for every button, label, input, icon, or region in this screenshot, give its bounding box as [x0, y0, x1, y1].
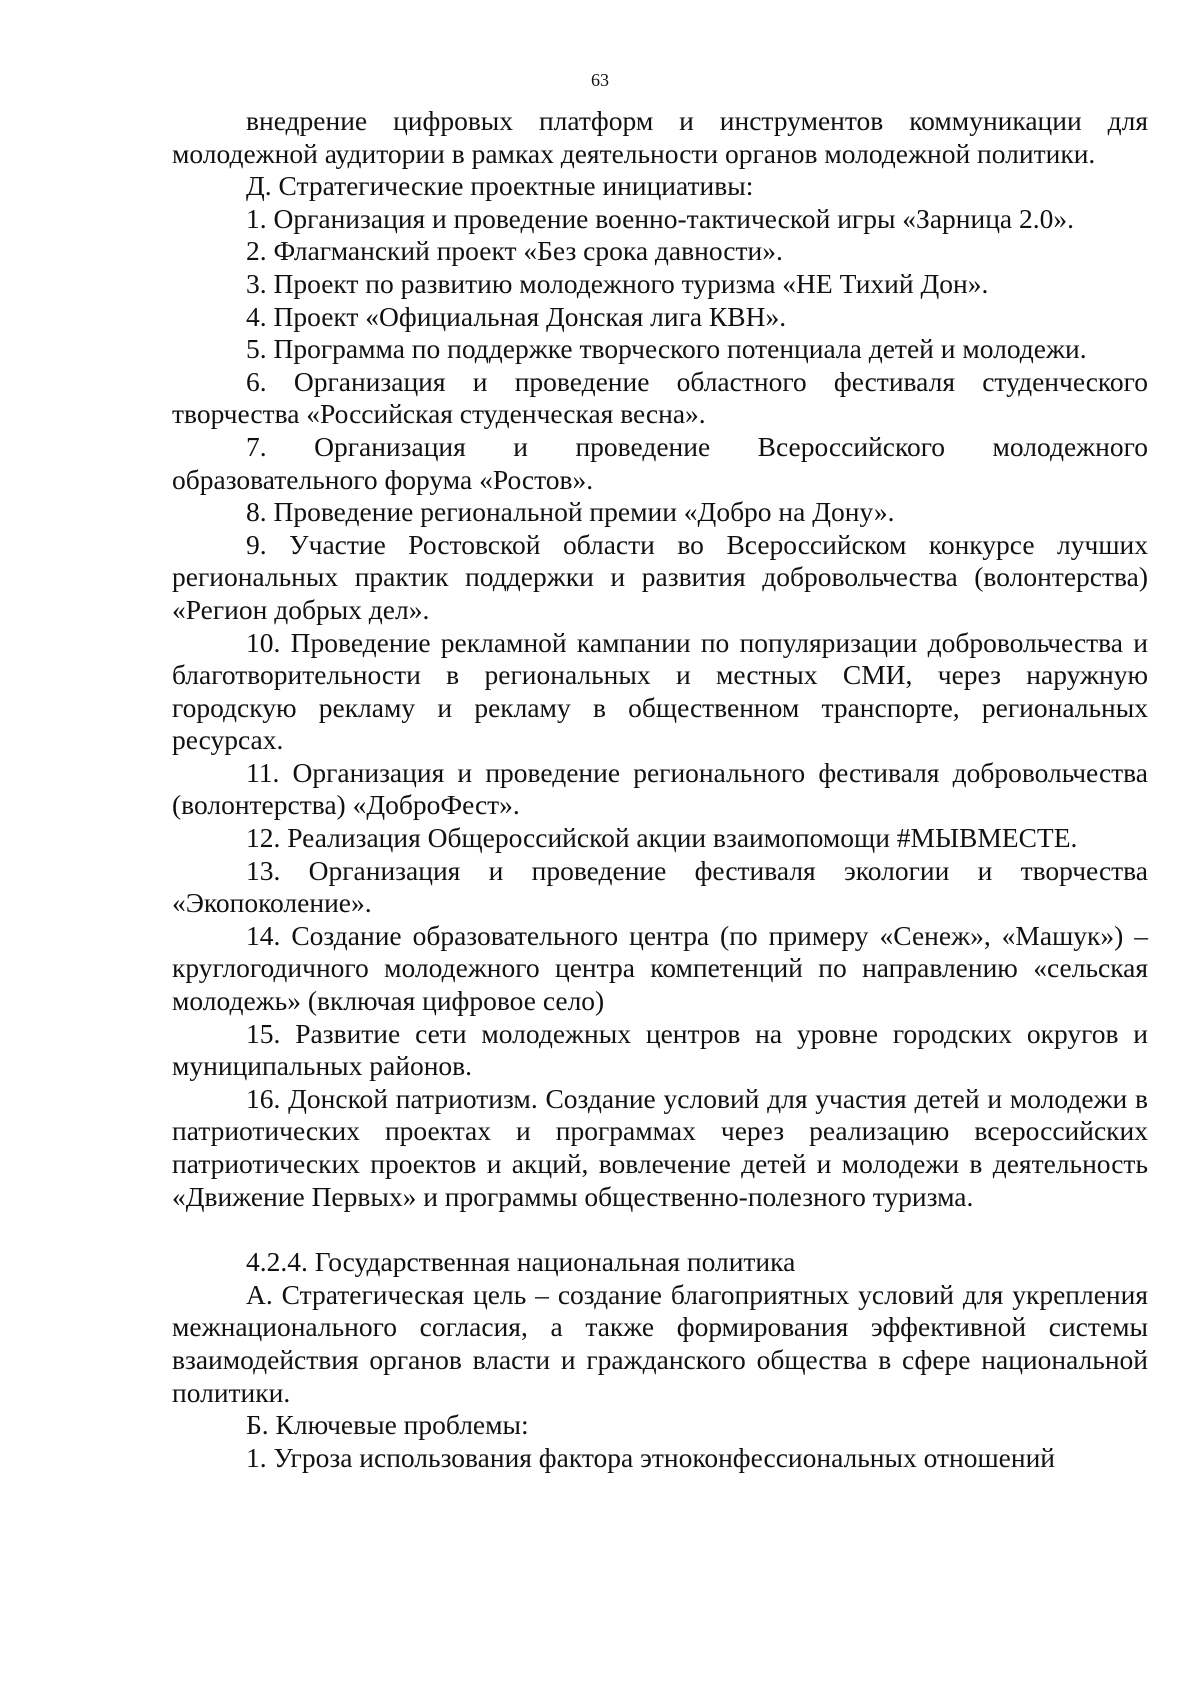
- paragraph-strategic-goal: А. Стратегическая цель – создание благоприятных условий для укрепления межнационального согласия, а также формирования эффективной системы взаимодействия органов власти и гражданского общества в сфере национальной политики.: [172, 1278, 1148, 1408]
- list-item: 10. Проведение рекламной кампании по популяризации добровольчества и благотворительности в региональных и местных СМИ, через наружную городскую рекламу и рекламу в общественном транспорте, региональных ресурсах.: [172, 626, 1148, 756]
- list-item: 3. Проект по развитию молодежного туризма «НЕ Тихий Дон».: [246, 267, 989, 299]
- heading-strategic-initiatives: Д. Стратегические проектные инициативы:: [246, 170, 754, 202]
- list-item: 1. Угроза использования фактора этноконфессиональных отношений: [246, 1441, 1056, 1473]
- list-item: 15. Развитие сети молодежных центров на уровне городских округов и муниципальных районов.: [172, 1017, 1148, 1082]
- section-heading: 4.2.4. Государственная национальная политика: [246, 1246, 796, 1278]
- list-item: 2. Флагманский проект «Без срока давности».: [246, 235, 783, 267]
- list-item: 12. Реализация Общероссийской акции взаимопомощи #МЫВМЕСТЕ.: [246, 822, 1078, 854]
- list-item: 13. Организация и проведение фестиваля экологии и творчества «Экопоколение».: [172, 854, 1148, 919]
- list-item: 7. Организация и проведение Всероссийского молодежного образовательного форума «Ростов».: [172, 430, 1148, 495]
- list-item: 4. Проект «Официальная Донская лига КВН».: [246, 300, 787, 332]
- list-item: 11. Организация и проведение регионального фестиваля добровольчества (волонтерства) «ДоброФест».: [172, 756, 1148, 821]
- paragraph-digital-platforms: внедрение цифровых платформ и инструментов коммуникации для молодежной аудитории в рамках деятельности органов молодежной политики.: [172, 105, 1148, 169]
- heading-key-problems: Б. Ключевые проблемы:: [246, 1409, 529, 1441]
- list-item: 6. Организация и проведение областного фестиваля студенческого творчества «Российская студенческая весна».: [172, 365, 1148, 430]
- list-item: 16. Донской патриотизм. Создание условий для участия детей и молодежи в патриотических проектах и программах через реализацию всероссийских патриотических проектов и акций, вовлечение детей и молодежи в деятельность «Движение Первых» и программы общественно-полезного туризма.: [172, 1082, 1148, 1212]
- list-item: 1. Организация и проведение военно-тактической игры «Зарница 2.0».: [246, 202, 1075, 234]
- list-item: 5. Программа по поддержке творческого потенциала детей и молодежи.: [246, 333, 1087, 365]
- document-body: [172, 105, 1148, 1474]
- list-item: 9. Участие Ростовской области во Всероссийском конкурсе лучших региональных практик поддержки и развития добровольчества (волонтерства) «Регион добрых дел».: [172, 528, 1148, 625]
- list-item: 8. Проведение региональной премии «Добро на Дону».: [246, 496, 895, 528]
- page-number: 63: [591, 70, 609, 90]
- list-item: 14. Создание образовательного центра (по примеру «Сенеж», «Машук») – круглогодичного молодежного центра компетенций по направлению «сельская молодежь» (включая цифровое село): [172, 919, 1148, 1017]
